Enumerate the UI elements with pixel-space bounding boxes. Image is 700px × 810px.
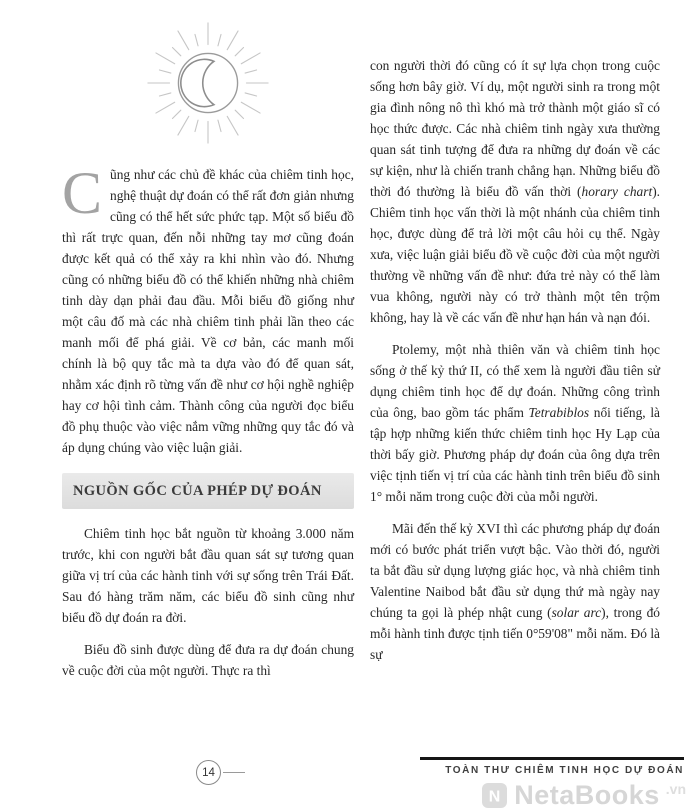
dropcap-letter: C bbox=[62, 160, 103, 226]
text-segment: ). Chiêm tinh học vấn thời là một nhánh của chiêm tinh học, được dùng để trả lời một câu hỏi cụ thể. Ngày xưa, việc luận giải biểu đồ về cuộc đời của một người thường về những vấn đề như: đứa trẻ này có thể làm vua không, người này có trở thành một tên trộm không, hay là về các vấn đề như hạn hán và nạn đói. bbox=[370, 184, 660, 325]
right-column bbox=[370, 55, 660, 676]
intro-text: ũng như các chủ đề khác của chiêm tinh học, nghệ thuật dự đoán có thể rất đơn giản nhưng cũng có thể hết sức phức tạp. Một số biểu đồ thì rất trực quan, đến nỗi những tay mơ cũng đoán được kết quả có thể xảy ra khi nhìn vào đó. Nhưng cũng có những biểu đồ có thể khiến những nhà chiêm tinh dày dạn phải đau đầu. Mỗi biểu đồ giống như một câu đố mà các nhà chiêm tinh phải lần theo các manh mối để phá giải. Về cơ bản, các manh mối chính là bộ quy tắc mà ta dựa vào đó để quan sát, nhằm xác định rõ từng vấn đề như cơ hội nghề nghiệp hay cơ hội tình cảm. Thành công của người đọc biểu đồ phụ thuộc vào việc nắm vững những quy tắc đó và áp dụng chúng vào việc luận giải. bbox=[62, 167, 354, 455]
page-number-rule bbox=[223, 772, 245, 773]
section-heading: NGUỒN GỐC CỦA PHÉP DỰ ĐOÁN bbox=[62, 473, 354, 509]
text-segment: Mãi đến thế kỷ XVI thì các phương pháp dự đoán mới có bước phát triển vượt bậc. Vào thời đó, người ta bắt đầu sử dụng lượng giác học, và nhà chiêm tinh Valentine Naibod bắt đầu sử dụng thứ mà ngày nay chúng ta gọi là phép nhật cung ( bbox=[370, 521, 660, 620]
watermark-suffix: .vn bbox=[665, 781, 686, 797]
text-segment: nổi tiếng, là tập hợp những kiến thức chiêm tinh học Hy Lạp của thời bấy giờ. Phương pháp dự đoán của ông dựa trên việc tịnh tiến vị trí của các hành tinh trên biểu đồ sinh 1° mỗi năm trong cuộc đời của mỗi người. bbox=[370, 405, 660, 504]
text-segment-italic: solar arc bbox=[551, 605, 602, 620]
paragraph-origins-2: Biểu đồ sinh được dùng để đưa ra dự đoán chung về cuộc đời của một người. Thực ra thì bbox=[62, 642, 354, 679]
left-column bbox=[62, 14, 354, 692]
sun-moon-ornament-icon bbox=[139, 14, 277, 152]
netabooks-n-logo-icon bbox=[481, 782, 508, 809]
paragraph-origins-1: Chiêm tinh học bắt nguồn từ khoảng 3.000 năm trước, khi con người bắt đầu quan sát sự tương quan giữa vị trí của các hành tinh với sự sống trên Trái Đất. Sau đó hàng trăm năm, các biểu đồ sinh cũng như biểu đồ dự đoán ra đời. bbox=[62, 526, 354, 626]
watermark-logo-letter: N bbox=[488, 788, 501, 806]
paragraph-continuation bbox=[370, 55, 660, 328]
paragraph-16th-century bbox=[370, 518, 660, 665]
paragraph-ptolemy bbox=[370, 339, 660, 507]
watermark-brand: NetaBooks bbox=[514, 780, 660, 810]
text-segment-italic: horary chart bbox=[581, 184, 653, 199]
text-segment-italic: Tetrabiblos bbox=[528, 405, 590, 420]
footer-book-title: TOÀN THƯ CHIÊM TINH HỌC DỰ ĐOÁN bbox=[445, 765, 684, 776]
footer-divider-bar bbox=[420, 757, 684, 760]
page-number-badge bbox=[196, 760, 221, 785]
intro-paragraph bbox=[62, 160, 354, 458]
page-number: 14 bbox=[202, 766, 215, 779]
watermark bbox=[481, 780, 686, 810]
text-segment: con người thời đó cũng có ít sự lựa chọn trong cuộc sống hơn bây giờ. Ví dụ, một người sinh ra trong một gia đình nông nô thì khó mà trở thành một giáo sĩ có học thức được. Các nhà chiêm tinh ngày xưa thường quan sát tinh tượng để đưa ra những dự đoán về các sự kiện, như là chiến tranh chẳng hạn. Những biểu đồ thời đó thường là biểu đồ vấn thời ( bbox=[370, 58, 660, 199]
text-segment: ), trong đó mỗi hành tinh được tịnh tiến 0°59'08" mỗi năm. Đó là sự bbox=[370, 605, 660, 662]
text-segment: Ptolemy, một nhà thiên văn và chiêm tinh học sống ở thế kỷ thứ II, có thể xem là người đầu tiên sử dụng chiêm tinh học để dự đoán. Những công trình của ông, bao gồm tác phẩm bbox=[370, 342, 660, 420]
